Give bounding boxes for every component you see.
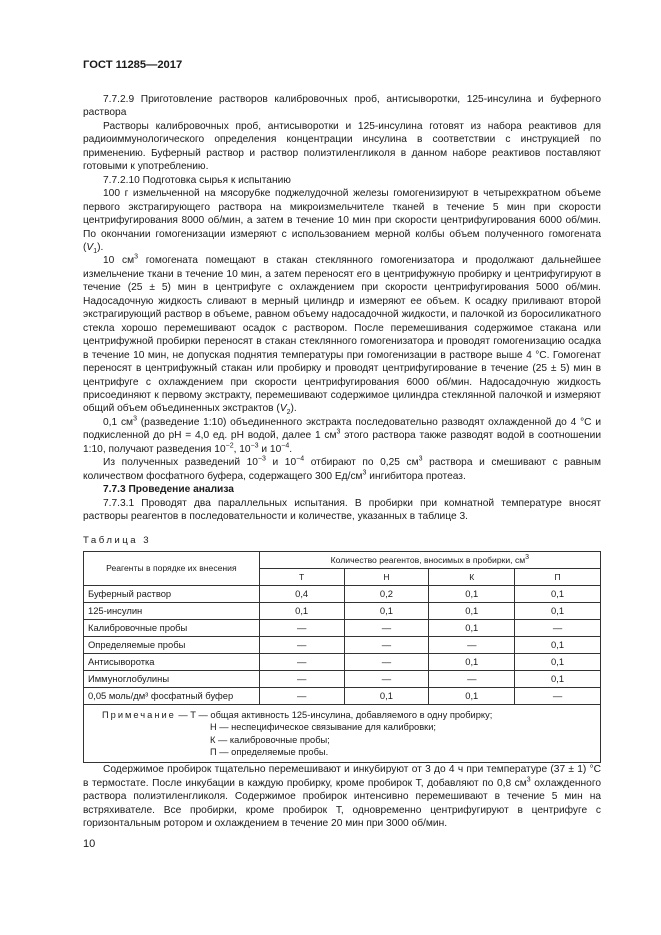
paragraph-7-7-3-1: 7.7.3.1 Проводят два параллельных испытания. В пробирки при комнатной температуре вносят растворы реагентов в последовательности и количестве, указанных в таблице 3. xyxy=(83,497,601,523)
table-cell: 0,1 xyxy=(515,653,601,670)
table-cell: 0,1 xyxy=(429,602,515,619)
superscript: 3 xyxy=(133,415,137,423)
text-span: Из полученных разведений 10 xyxy=(103,457,258,469)
table-cell: 0,1 xyxy=(515,670,601,687)
superscript: −2 xyxy=(225,442,234,450)
paragraph-dilution xyxy=(83,416,601,456)
col-header-t: Т xyxy=(259,568,344,585)
superscript: −4 xyxy=(296,455,305,463)
text-span: . xyxy=(289,443,293,455)
text-span: Содержимое пробирок тщательно перемешивают и инкубируют от 3 до 4 ч при температуре (37 ± 1) °С в термостате. После инкубации в каждую пробирку, кроме пробирок Т, добавляют по 0,8 см xyxy=(83,764,601,789)
superscript: 3 xyxy=(362,469,367,477)
row-label: Буферный раствор xyxy=(84,585,260,602)
text-span: (разведение 1:10) объединенного экстракта последовательно разводят охлажденной до 4 °С и подкисленной до рН = 4,0 ед. рН водой, далее 1 см xyxy=(83,416,602,442)
table-cell: — xyxy=(344,653,429,670)
table-cell: — xyxy=(259,619,344,636)
text-span: гомогената помещают в стакан стеклянного гомогенизатора и продолжают дальнейшее измельчение ткани в течение 10 мин, а затем переносят его в центрифужную пробирку и центрифугируют в течение (25 ± 5) мин в центрифуге с охлаждением при скорости центрифугирования 5000 об/мин. Надосадочную жидкость сливают в мерный цилиндр и измеряют ее объем. К осадку приливают второй экстрагирующий раствор в объеме, равном объему надосадочной жидкости, и палочкой из боросиликатного стекла хорошо перемешивают осадок с раствором. После перемешивания содержимое стакана или центрифужной пробирки переносят в стакан стеклянного гомогенизатора и проводят гомогенизацию осадка в течение 10 мин, не допуская поднятия температуры при гомогенизации в растворе выше 4 °С. Гомогенат переносят в центрифужный стакан или пробирку и проводят центрифугирование в течение (25 ± 5) мин в центрифуге с охлаждением при скорости центрифугирования 6000 об/мин. Надосадочную жидкость присоединяют к первому экстракту, перемешивают содержимое цилиндра стеклянной палочкой и измеряют общий объем объединенных экстрактов ( xyxy=(83,255,601,415)
table-cell: 0,1 xyxy=(515,636,601,653)
note-label: Примечание xyxy=(102,709,176,720)
table-cell: — xyxy=(429,670,515,687)
section-heading-7-7-3: 7.7.3 Проведение анализа xyxy=(103,484,234,496)
table-cell: 0,1 xyxy=(429,619,515,636)
paragraph-solutions: Растворы калибровочных проб, антисыворотки и 125-инсулина готовят из набора реактивов для радиоиммунологического определения концентрации инсулина в соответствии с инструкцией по применению. Буферный раствор и раствор полиэтиленгликоля в данном наборе реактивов поставляют готовыми к употреблению. xyxy=(83,120,601,173)
paragraph-mixing xyxy=(83,456,601,483)
table-cell: 0,1 xyxy=(429,687,515,704)
reagents-table xyxy=(83,551,601,763)
superscript: 3 xyxy=(336,428,341,436)
table-caption: Таблица 3 xyxy=(83,534,152,546)
paragraph-centrifugation xyxy=(83,254,601,415)
col-header-reagents: Реагенты в порядке их внесения xyxy=(84,551,260,585)
table-row xyxy=(84,602,601,619)
table-row xyxy=(84,653,601,670)
text-span: и 10 xyxy=(265,457,297,469)
subscript: 2 xyxy=(286,409,291,417)
row-label: Антисыворотка xyxy=(84,653,260,670)
table-cell: — xyxy=(515,687,601,704)
text-span: охлажденного раствора полиэтиленгликоля. Содержимое пробирок интенсивно перемешивают в течение 5 мин на встряхивателе. Все пробирки, кроме пробирок Т, одновременно центрифугируют в центрифуге с горизонтальным ротором и охлаждением в течение 20 мин при 3000 об/мин. xyxy=(83,777,601,829)
superscript: 3 xyxy=(525,554,530,562)
text-span: — Т — общая активность 125-инсулина, добавляемого в одну пробирку; xyxy=(175,709,493,720)
text-span: ингибитора протеаз. xyxy=(366,470,466,482)
table-row xyxy=(84,619,601,636)
paragraph-7-7-2-9: 7.7.2.9 Приготовление растворов калибровочных проб, антисыворотки, 125-инсулина и буферного раствора xyxy=(83,94,601,119)
table-note-row xyxy=(84,704,601,762)
col-header-k: К xyxy=(429,568,515,585)
table-cell: 0,1 xyxy=(259,602,344,619)
col-header-n: Н xyxy=(344,568,429,585)
paragraph-incubation xyxy=(83,763,601,830)
superscript: −3 xyxy=(257,455,266,463)
table-cell: — xyxy=(344,619,429,636)
paragraph-homogenization xyxy=(83,187,601,254)
document-body xyxy=(83,93,601,830)
row-label: Калибровочные пробы xyxy=(84,619,260,636)
row-label: Иммуноглобулины xyxy=(84,670,260,687)
note-line: Н — неспецифическое связывание для калибровки; xyxy=(210,722,436,733)
superscript: −3 xyxy=(250,442,259,450)
note-line xyxy=(102,709,594,721)
table-row xyxy=(84,636,601,653)
subscript: 1 xyxy=(93,248,98,256)
note-line: П — определяемые пробы. xyxy=(210,746,329,757)
table-cell: 0,1 xyxy=(429,653,515,670)
table-cell: 0,4 xyxy=(259,585,344,602)
variable-v: V xyxy=(86,241,94,253)
table-cell: — xyxy=(259,687,344,704)
superscript: 3 xyxy=(134,254,139,262)
table-cell: 0,1 xyxy=(344,602,429,619)
superscript: 3 xyxy=(526,776,531,784)
text-span: этого раствора также разводят водой в соотношении 1:10, получают разведения 10 xyxy=(83,430,602,455)
row-label: 0,05 моль/дм³ фосфатный буфер xyxy=(84,687,260,704)
text-span: ). xyxy=(290,403,297,415)
table-cell: 0,1 xyxy=(344,687,429,704)
text-span: раствора и смешивают с равным количеством фосфатного буфера, содержащего 300 Ед/см xyxy=(83,457,602,482)
table-note xyxy=(84,704,601,762)
text-span: Количество реагентов, вносимых в пробирки, см xyxy=(330,554,526,565)
text-span: и 10 xyxy=(258,443,282,455)
table-cell: — xyxy=(429,636,515,653)
table-cell: — xyxy=(344,670,429,687)
page-number: 10 xyxy=(83,838,96,850)
text-span: , 10 xyxy=(233,443,251,455)
col-header-p: П xyxy=(515,568,601,585)
table-cell: 0,1 xyxy=(515,602,601,619)
superscript: −4 xyxy=(281,442,290,450)
text-span: 100 г измельченной на мясорубке поджелудочной железы гомогенизируют в четырехкратном объеме первого экстрагирующего раствора на микроизмельчителе тканей в течение 5 мин при скорости центрифугирования 8000 об/мин, а затем в течение 10 мин при скорости центрифугирования 6000 об/мин. По окончании гомогенизации измеряют с использованием мерной колбы объем полученного гомогената ( xyxy=(83,188,601,253)
table-cell: 0,1 xyxy=(515,585,601,602)
variable-v: V xyxy=(279,403,287,415)
document-header: ГОСТ 11285—2017 xyxy=(83,59,183,71)
table-cell: 0,1 xyxy=(429,585,515,602)
table-cell: — xyxy=(344,636,429,653)
table-cell: 0,2 xyxy=(344,585,429,602)
superscript: 3 xyxy=(418,455,423,463)
note-line: К — калибровочные пробы; xyxy=(210,734,330,745)
table-row xyxy=(84,687,601,704)
text-span: ). xyxy=(97,241,104,253)
table-cell: — xyxy=(259,636,344,653)
table-cell: — xyxy=(259,670,344,687)
col-header-quantity xyxy=(259,551,600,568)
row-label: Определяемые пробы xyxy=(84,636,260,653)
row-label: 125-инсулин xyxy=(84,602,260,619)
table-row xyxy=(84,585,601,602)
paragraph-7-7-2-10: 7.7.2.10 Подготовка сырья к испытанию xyxy=(103,174,291,186)
text-span: 10 см xyxy=(103,255,135,267)
table-cell: — xyxy=(515,619,601,636)
table-cell: — xyxy=(259,653,344,670)
text-span: отбирают по 0,25 см xyxy=(304,457,419,469)
table-row xyxy=(84,670,601,687)
text-span: 0,1 см xyxy=(103,416,134,428)
